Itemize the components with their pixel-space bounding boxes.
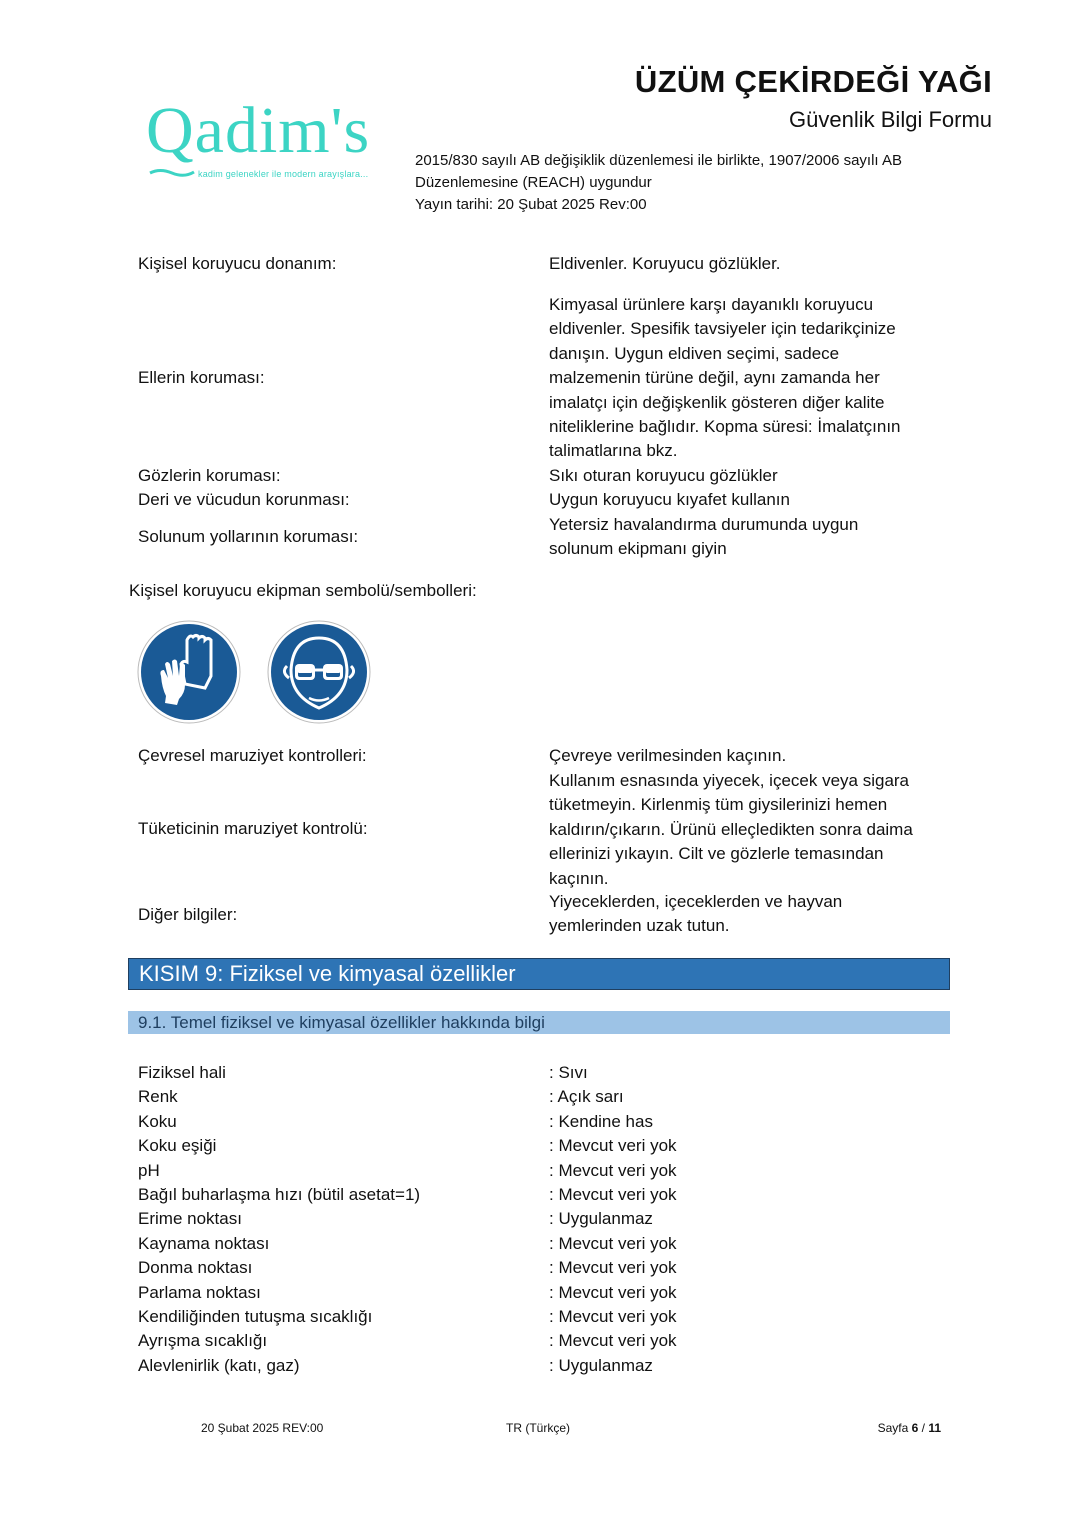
footer-date-rev: 20 Şubat 2025 REV:00	[201, 1421, 324, 1435]
property-row	[138, 1061, 838, 1085]
property-name: Koku	[138, 1111, 177, 1131]
property-value: : Sıvı	[549, 1063, 588, 1082]
property-row	[138, 1281, 838, 1305]
skin-protection-value: Uygun koruyucu kıyafet kullanın	[549, 490, 790, 509]
property-value: : Mevcut veri yok	[549, 1160, 677, 1180]
product-title: ÜZÜM ÇEKİRDEĞİ YAĞI	[634, 64, 992, 99]
property-name: Fiziksel hali	[138, 1063, 226, 1082]
property-name: Alevlenirlik (katı, gaz)	[138, 1355, 300, 1375]
property-name: Erime noktası	[138, 1209, 242, 1229]
property-name: Koku eşiği	[138, 1136, 217, 1156]
goggles-icon	[267, 620, 371, 724]
property-row	[138, 1232, 838, 1256]
eye-protection-value: Sıkı oturan koruyucu gözlükler	[549, 466, 778, 485]
property-name: Donma noktası	[138, 1258, 253, 1278]
property-name: Kaynama noktası	[138, 1233, 270, 1253]
properties-table	[138, 1061, 838, 1378]
consumer-exposure-value: Kullanım esnasında yiyecek, içecek veya sigara tüketmeyin. Kirlenmiş tüm giysilerinizi hemen kaldırın/çıkarın. Ürünü elleçledikten sonra daima ellerinizi yıkayın. Cilt ve gözlerle temasından kaçının.	[549, 771, 913, 888]
property-name: Renk	[138, 1087, 178, 1107]
property-value: : Kendine has	[549, 1111, 653, 1131]
property-row	[138, 1085, 838, 1109]
property-value: : Mevcut veri yok	[549, 1233, 677, 1253]
property-row	[138, 1110, 838, 1134]
skin-protection-label: Deri ve vücudun korunması:	[138, 490, 350, 509]
property-value: : Mevcut veri yok	[549, 1185, 677, 1205]
section-9-heading: KISIM 9: Fiziksel ve kimyasal özellikler	[128, 958, 950, 990]
property-name: Kendiliğinden tutuşma sıcaklığı	[138, 1307, 373, 1327]
respiratory-protection-value: Yetersiz havalandırma durumunda uygun solunum ekipmanı giyin	[549, 515, 859, 559]
env-exposure-label: Çevresel maruziyet kontrolleri:	[138, 746, 367, 765]
logo-tagline: kadim gelenekler ile modern arayışlara...	[198, 169, 369, 179]
ppe-symbols	[137, 620, 393, 729]
page-current: 6	[911, 1421, 919, 1435]
property-value: : Uygulanmaz	[549, 1355, 653, 1375]
property-row	[138, 1256, 838, 1280]
property-name: Bağıl buharlaşma hızı (bütil asetat=1)	[138, 1185, 421, 1205]
logo-text: Qadim's	[146, 94, 371, 167]
section-9-1-heading: 9.1. Temel fiziksel ve kimyasal özellikler hakkında bilgi	[128, 1011, 950, 1034]
property-value: : Mevcut veri yok	[549, 1331, 677, 1351]
footer-page-number	[878, 1421, 941, 1435]
property-row	[138, 1159, 838, 1183]
property-row	[138, 1134, 838, 1158]
property-value: : Uygulanmaz	[549, 1209, 653, 1229]
property-row	[138, 1329, 838, 1353]
property-value: : Mevcut veri yok	[549, 1282, 677, 1302]
property-row	[138, 1183, 838, 1207]
other-info-value: Yiyeceklerden, içeceklerden ve hayvan yemlerinden uzak tutun.	[549, 892, 843, 936]
hand-protection-value: Kimyasal ürünlere karşı dayanıklı koruyucu eldivenler. Spesifik tavsiyeler için tedarikçinize danışın. Uygun eldiven seçimi, sadece malzemenin türüne değil, aynı zamanda her imalatçı için değişkenlik gösteren diğer kalite niteliklerine bağlıdır. Kopma süresi: İmalatçının talimatlarına bkz.	[549, 295, 901, 461]
issue-date-line: Yayın tarihi: 20 Şubat 2025 Rev:00	[415, 196, 647, 213]
env-exposure-value: Çevreye verilmesinden kaçının.	[549, 746, 787, 765]
regulation-info	[415, 150, 995, 216]
property-row	[138, 1354, 838, 1378]
company-logo	[140, 94, 400, 195]
page-separator: /	[921, 1421, 925, 1435]
property-name: Parlama noktası	[138, 1282, 261, 1302]
property-value: : Mevcut veri yok	[549, 1136, 677, 1156]
regulation-line-1: 2015/830 sayılı AB değişiklik düzenlemesi ile birlikte, 1907/2006 sayılı AB	[415, 152, 902, 169]
property-value: : Mevcut veri yok	[549, 1258, 677, 1278]
document-type: Güvenlik Bilgi Formu	[789, 107, 992, 132]
ppe-label: Kişisel koruyucu donanım:	[138, 254, 337, 273]
consumer-exposure-label: Tüketicinin maruziyet kontrolü:	[138, 819, 368, 838]
property-value: : Mevcut veri yok	[549, 1307, 677, 1327]
property-value: : Açık sarı	[549, 1087, 624, 1107]
logo-wave-icon	[148, 167, 196, 177]
regulation-line-2: Düzenlemesine (REACH) uygundur	[415, 174, 652, 191]
respiratory-protection-label: Solunum yollarının koruması:	[138, 527, 359, 546]
hand-protection-label: Ellerin koruması:	[138, 368, 265, 387]
page-prefix: Sayfa	[877, 1421, 909, 1435]
property-name: Ayrışma sıcaklığı	[138, 1331, 268, 1351]
footer-language: TR (Türkçe)	[506, 1421, 570, 1435]
page-total: 11	[928, 1421, 941, 1435]
property-name: pH	[138, 1160, 160, 1180]
eye-protection-label: Gözlerin koruması:	[138, 466, 281, 485]
other-info-label: Diğer bilgiler:	[138, 905, 238, 924]
ppe-symbols-label: Kişisel koruyucu ekipman sembolü/sembolleri:	[129, 581, 477, 600]
property-row	[138, 1305, 838, 1329]
gloves-icon	[137, 620, 241, 724]
property-row	[138, 1207, 838, 1231]
ppe-value: Eldivenler. Koruyucu gözlükler.	[549, 254, 781, 273]
